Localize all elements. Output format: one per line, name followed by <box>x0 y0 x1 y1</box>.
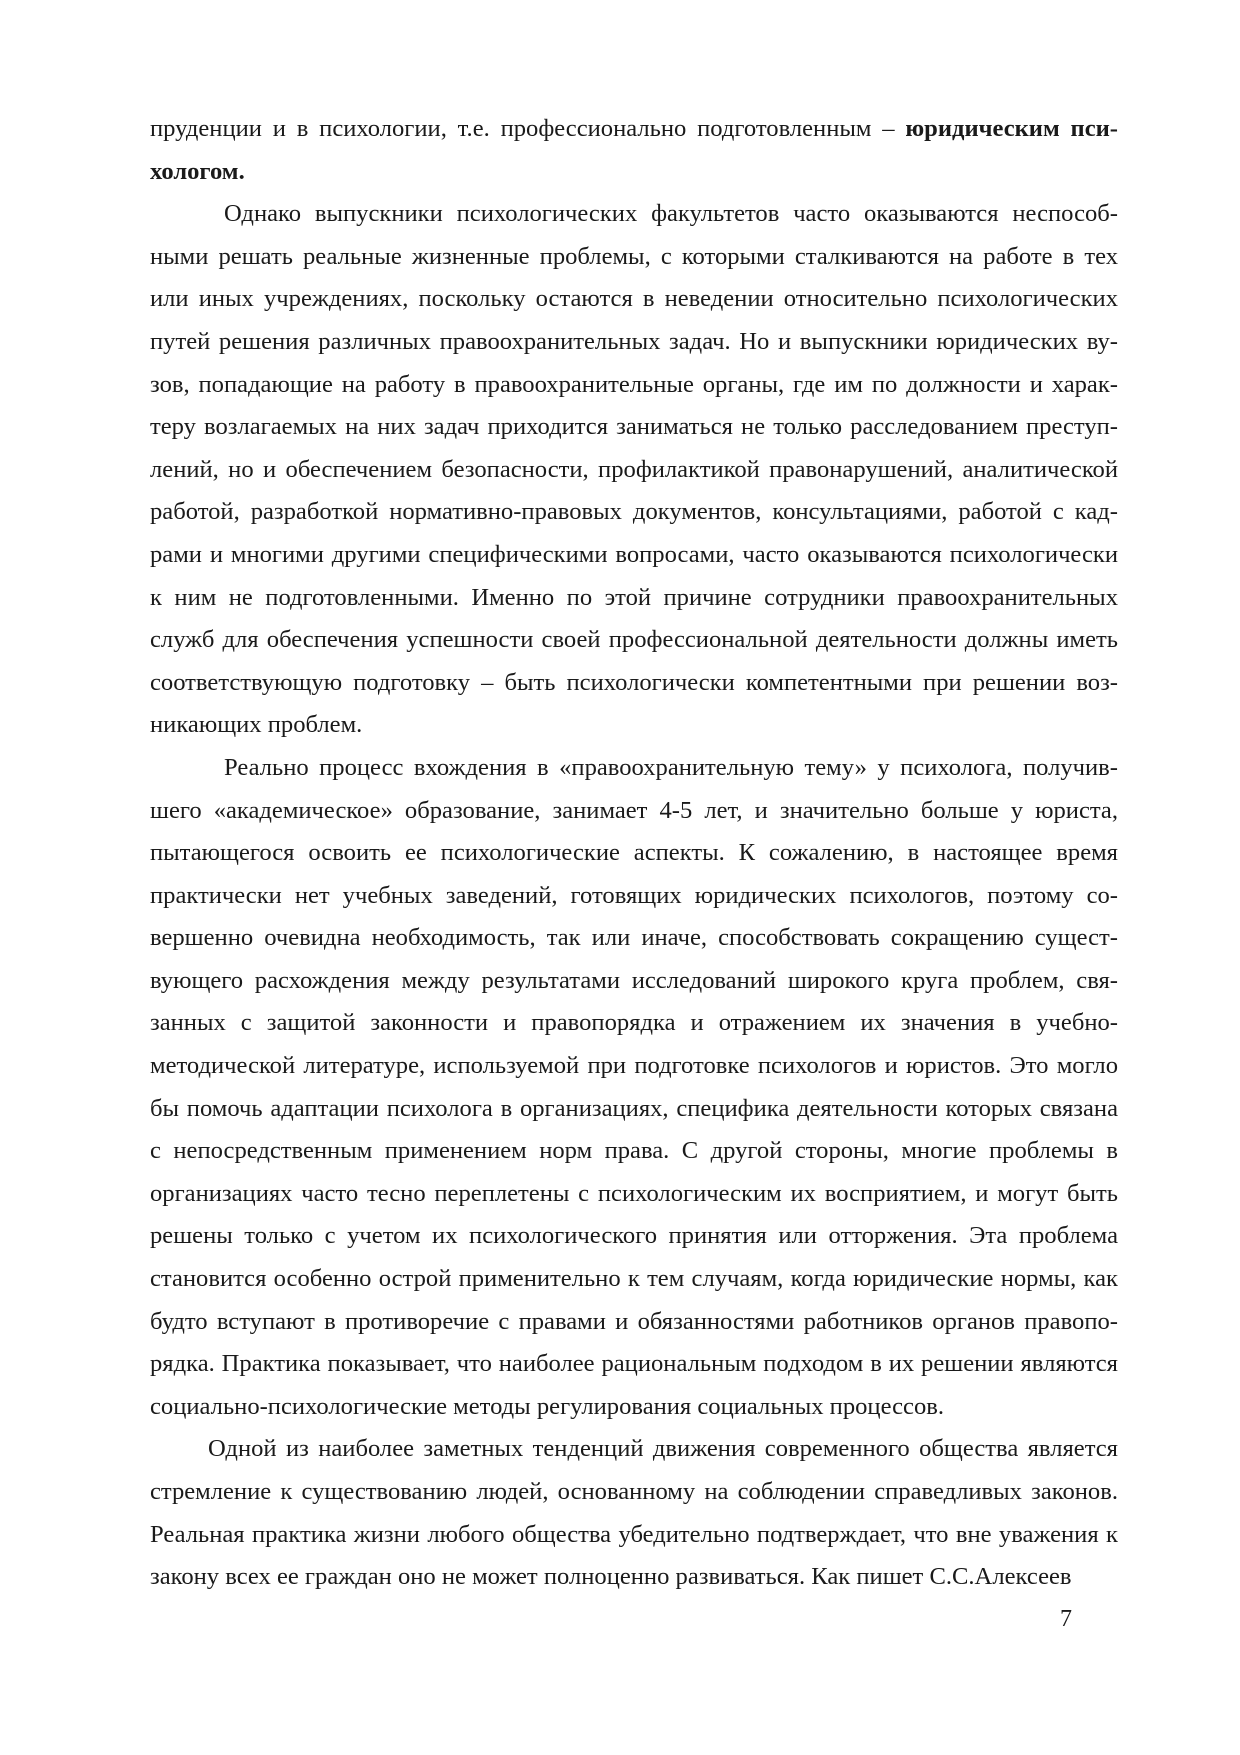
paragraph-1-text: пруденции и в психологии, т.е. профессионально подготовленным – <box>150 115 906 142</box>
paragraph-1 <box>150 108 1118 193</box>
paragraph-1-bold-term: юридическим психологом. <box>150 115 1118 185</box>
paragraph-3: Реально процесс вхождения в «правоохранительную тему» у психолога, получившего «академическое» образование, занимает 4-5 лет, и значительно больше у юриста, пытающегося освоить ее психологические аспекты. К сожалению, в настоящее время практически нет учебных заведений, готовящих юридических психологов, поэтому совершенно очевидна необходимость, так или иначе, способствовать сокращению существующего расхождения между результатами исследований широкого круга проблем, связанных с защитой законности и правопорядка и отражением их значения в учебно-методической литературе, используемой при подготовке психологов и юристов. Это могло бы помочь адаптации психолога в организациях, специфика деятельности которых связана с непосредственным применением норм права. С другой стороны, многие проблемы в организациях часто тесно переплетены с психологическим их восприятием, и могут быть решены только с учетом их психологического принятия или отторжения. Эта проблема становится особенно острой применительно к тем случаям, когда юридические нормы, как будто вступают в противоречие с правами и обязанностями работников органов правопорядка. Практика показывает, что наиболее рациональным подходом в их решении являются социально-психологические методы регулирования социальных процессов. <box>150 753 1118 1420</box>
paragraph-2: Однако выпускники психологических факультетов часто оказываются неспособными решать реальные жизненные проблемы, с которыми сталкиваются на работе в тех или иных учреждениях, поскольку остаются в неведении относительно психологических путей решения различных правоохранительных задач. Но и выпускники юридических вузов, попадающие на работу в правоохранительные органы, где им по должности и характеру возлагаемых на них задач приходится заниматься не только расследованием преступлений, но и обеспечением безопасности, профилактикой правонарушений, аналитической работой, разработкой нормативно-правовых документов, консультациями, работой с кадрами и многими другими специфическими вопросами, часто оказываются психологически к ним не подготовленными. Именно по этой причине сотрудники правоохранительных служб для обеспечения успешности своей профессиональной деятельности должны иметь соответствующую подготовку – быть психологически компетентными при решении возникающих проблем. <box>150 200 1118 739</box>
page-number: 7 <box>1060 1606 1072 1632</box>
body-text <box>150 108 1118 1599</box>
paragraph-4: Одной из наиболее заметных тенденций движения современного общества является стремление к существованию людей, основанному на соблюдении справедливых законов. Реальная практика жизни любого общества убедительно подтверждает, что вне уважения к закону всех ее граждан оно не может полноценно развиваться. Как пишет С.С.Алексеев <box>150 1435 1118 1591</box>
